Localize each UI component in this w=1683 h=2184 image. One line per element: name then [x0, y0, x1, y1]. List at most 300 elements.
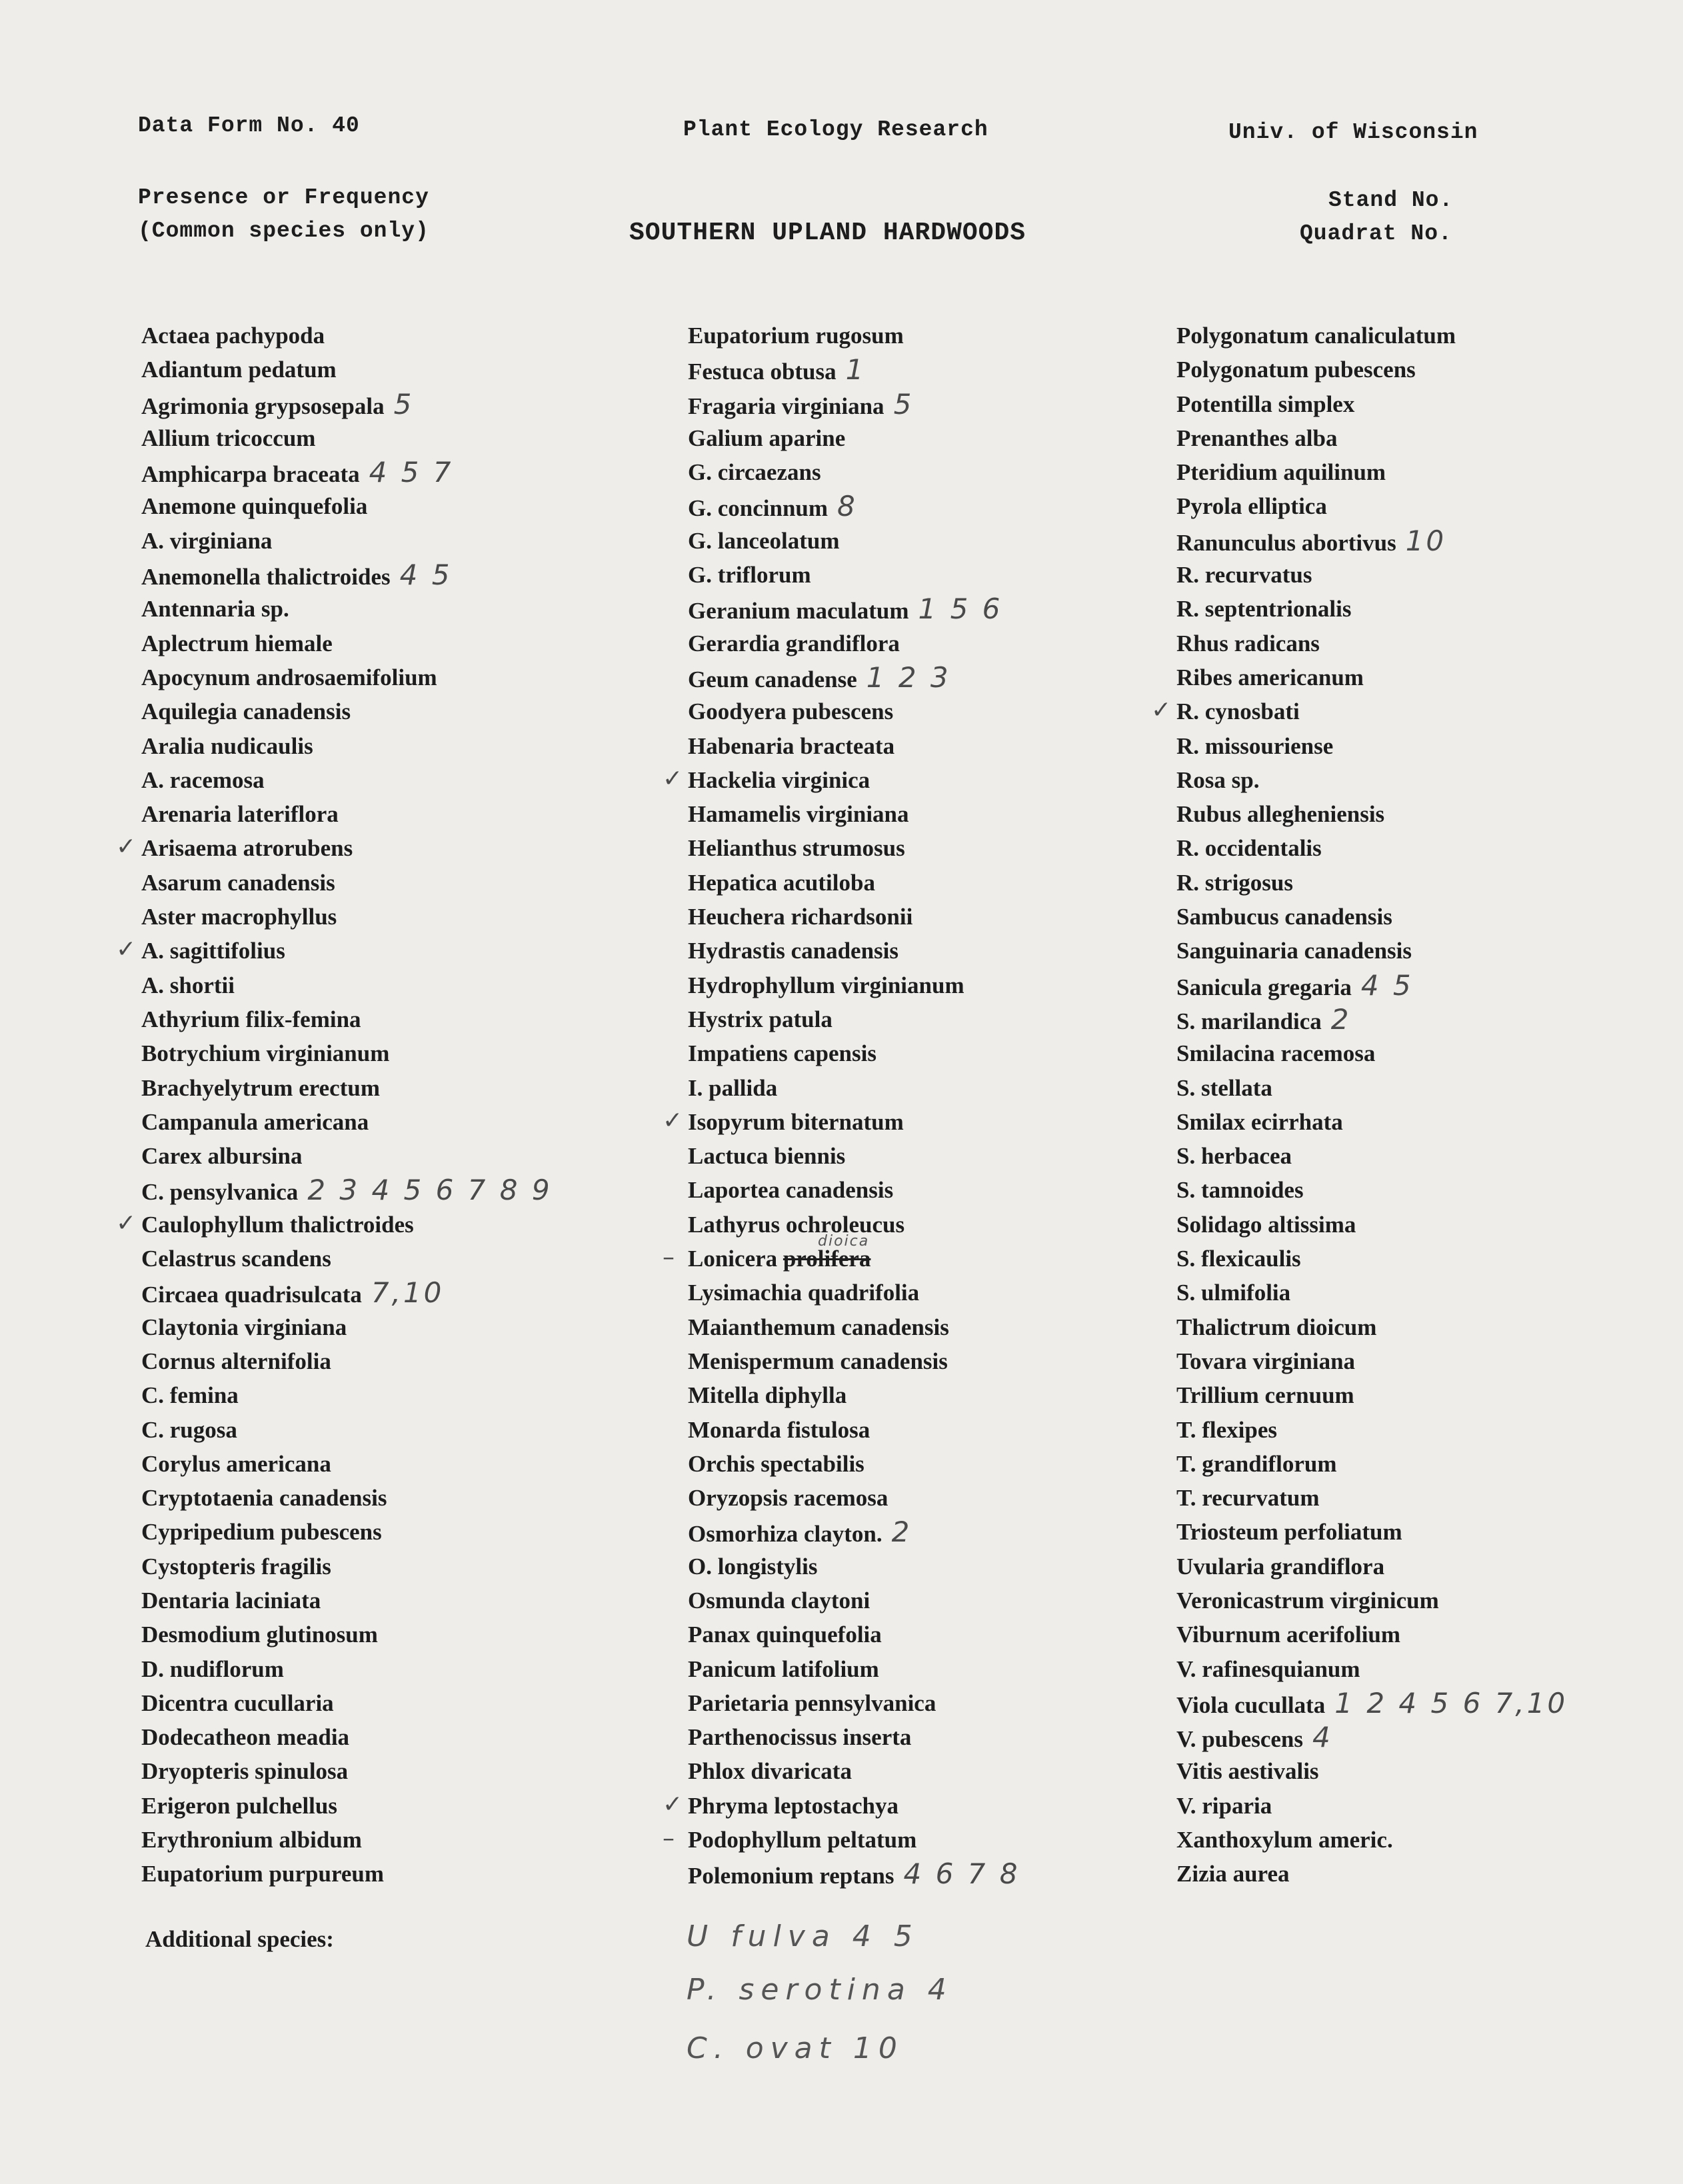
species-name: G. triflorum [688, 562, 811, 588]
check-mark: ✓ [116, 1209, 137, 1237]
species-name: Smilax ecirrhata [1176, 1108, 1343, 1135]
species-name: Desmodium glutinosum [141, 1622, 378, 1648]
species-item [688, 353, 1020, 387]
species-name: Podophyllum peltatum [688, 1827, 917, 1853]
species-name: T. flexipes [1176, 1416, 1278, 1443]
species-name: S. ulmifolia [1176, 1280, 1291, 1306]
species-name: I. pallida [688, 1074, 778, 1101]
species-item [1176, 1208, 1568, 1242]
species-item [141, 1515, 553, 1549]
species-name: Goodyera pubescens [688, 698, 894, 725]
handwritten-quadrats: 5 [393, 387, 415, 421]
species-name: Anemonella thalictroides [141, 564, 391, 590]
species-item [688, 797, 1020, 831]
species-name: Menispermum canadensis [688, 1348, 948, 1374]
species-item [1176, 1036, 1568, 1070]
species-item [1176, 524, 1568, 558]
species-item [1176, 1550, 1568, 1584]
species-item [141, 900, 553, 934]
species-name: R. missouriense [1176, 732, 1334, 759]
species-name: Campanula americana [141, 1108, 369, 1135]
species-name: Polygonatum canaliculatum [1176, 323, 1456, 349]
species-item [1176, 1002, 1568, 1036]
species-item [688, 934, 1020, 968]
species-name: Maianthemum canadensis [688, 1314, 949, 1340]
species-name: Dodecatheon meadia [141, 1724, 350, 1751]
species-item [1176, 1105, 1568, 1139]
species-name: T. recurvatum [1176, 1485, 1320, 1512]
species-name: Veronicastrum virginicum [1176, 1587, 1439, 1614]
species-item [1176, 831, 1568, 865]
species-item [141, 763, 553, 797]
species-item [688, 1857, 1020, 1891]
species-item [141, 1036, 553, 1070]
species-item [141, 1276, 553, 1310]
species-name: S. flexicaulis [1176, 1246, 1301, 1272]
handwritten-quadrats: 7,10 [371, 1276, 445, 1310]
species-item [141, 1550, 553, 1584]
species-name: S. tamnoides [1176, 1177, 1304, 1204]
species-name: Gerardia grandiflora [688, 630, 900, 656]
project-name: Plant Ecology Research [683, 117, 988, 142]
species-name: Amphicarpa braceata [141, 461, 360, 488]
species-item [141, 1652, 553, 1686]
species-item [141, 1344, 553, 1378]
species-item [1176, 1310, 1568, 1344]
species-item [688, 968, 1020, 1002]
species-name: Triosteum perfoliatum [1176, 1519, 1402, 1546]
species-item [688, 831, 1020, 865]
species-item [141, 387, 553, 421]
page-title: SOUTHERN UPLAND HARDWOODS [629, 219, 1026, 247]
species-name: S. marilandica [1176, 1008, 1322, 1034]
species-name: Lonicera [688, 1246, 778, 1272]
species-item [688, 1378, 1020, 1412]
species-name: Fragaria virginiana [688, 393, 884, 419]
species-name: Agrimonia grypsosepala [141, 393, 385, 419]
species-item [1176, 763, 1568, 797]
species-name: Dryopteris spinulosa [141, 1758, 349, 1785]
species-name: Habenaria bracteata [688, 732, 895, 759]
species-item [141, 524, 553, 558]
species-name: Caulophyllum thalictroides [141, 1211, 414, 1238]
species-name: Aplectrum hiemale [141, 630, 333, 656]
species-name: Solidago altissima [1176, 1211, 1356, 1238]
species-name: A. shortii [141, 972, 235, 998]
handwritten-additional-3: C. ovat 10 [687, 2031, 904, 2065]
species-name: Lathyrus ochroleucus [688, 1211, 905, 1238]
species-name: Geranium maculatum [688, 598, 909, 624]
species-item [1176, 866, 1568, 900]
species-item [1176, 1789, 1568, 1823]
species-item [1176, 455, 1568, 489]
handwritten-quadrats: 4 6 7 8 [903, 1857, 1020, 1891]
species-name: Rosa sp. [1176, 766, 1260, 793]
species-item [688, 729, 1020, 763]
species-item [141, 626, 553, 660]
species-item [1151, 694, 1568, 728]
species-item [1176, 1139, 1568, 1173]
species-name: Cryptotaenia canadensis [141, 1485, 387, 1512]
presence-line-1: Presence or Frequency [138, 185, 429, 210]
handwritten-quadrats: 2 [1330, 1002, 1352, 1036]
species-name: Rubus allegheniensis [1176, 801, 1385, 828]
struck-out-name: prolifera [783, 1246, 871, 1272]
species-item [688, 1686, 1020, 1720]
species-item [663, 1105, 1020, 1139]
species-name: Actaea pachypoda [141, 323, 325, 349]
species-item [141, 1173, 553, 1207]
species-item [688, 1515, 1020, 1549]
species-item [141, 1105, 553, 1139]
species-item [688, 421, 1020, 455]
species-item [1176, 1584, 1568, 1618]
species-name: Aquilegia canadensis [141, 698, 351, 725]
species-name: G. lanceolatum [688, 527, 840, 554]
species-name: Thalictrum dioicum [1176, 1314, 1377, 1340]
handwritten-additional-2: P. serotina 4 [687, 1973, 953, 2007]
species-item [688, 1276, 1020, 1310]
species-item [141, 1720, 553, 1754]
species-item [688, 1344, 1020, 1378]
handwritten-quadrats: 10 [1405, 524, 1447, 557]
species-name: Orchis spectabilis [688, 1450, 864, 1477]
species-name: Hamamelis virginiana [688, 801, 909, 828]
species-item [1176, 1686, 1568, 1720]
species-item [688, 660, 1020, 694]
species-name: Hydrastis canadensis [688, 938, 899, 964]
quadrat-number-label: Quadrat No. [1300, 221, 1452, 246]
species-item [688, 1173, 1020, 1207]
species-name: Hydrophyllum virginianum [688, 972, 964, 998]
species-name: Mitella diphylla [688, 1382, 847, 1409]
species-item [141, 1754, 553, 1788]
species-item [141, 421, 553, 455]
species-item [1176, 900, 1568, 934]
species-item [1176, 1515, 1568, 1549]
species-name: R. strigosus [1176, 869, 1294, 896]
species-name: Pteridium aquilinum [1176, 459, 1386, 486]
species-name: C. femina [141, 1382, 239, 1409]
species-name: Sambucus canadensis [1176, 904, 1392, 930]
species-item [1176, 1652, 1568, 1686]
species-name: Brachyelytrum erectum [141, 1074, 380, 1101]
species-name: Ribes americanum [1176, 664, 1364, 690]
species-item [688, 524, 1020, 558]
species-name: Oryzopsis racemosa [688, 1485, 888, 1512]
species-item [688, 1584, 1020, 1618]
species-item [1176, 1618, 1568, 1651]
species-item [688, 900, 1020, 934]
species-name: Xanthoxylum americ. [1176, 1827, 1393, 1853]
species-name: Ranunculus abortivus [1176, 529, 1396, 556]
species-item [688, 558, 1020, 592]
stand-number-label: Stand No. [1328, 188, 1454, 213]
check-mark: ✓ [663, 1106, 683, 1134]
species-item [1176, 1823, 1568, 1857]
species-name: Celastrus scandens [141, 1246, 331, 1272]
species-item [688, 1071, 1020, 1105]
species-item [141, 1686, 553, 1720]
species-name: D. nudiflorum [141, 1655, 284, 1682]
species-name: R. cynosbati [1176, 698, 1300, 725]
species-name: V. pubescens [1176, 1726, 1303, 1753]
species-item [1176, 421, 1568, 455]
species-name: Claytonia virginiana [141, 1314, 347, 1340]
species-name: Phlox divaricata [688, 1758, 852, 1785]
species-item [688, 455, 1020, 489]
species-item [141, 1002, 553, 1036]
species-item [1176, 968, 1568, 1002]
species-item [1176, 1276, 1568, 1310]
species-name: Viola cucullata [1176, 1691, 1326, 1718]
institution: Univ. of Wisconsin [1228, 120, 1478, 145]
species-name: Polemonium reptans [688, 1863, 894, 1889]
species-item [1176, 1413, 1568, 1447]
species-name: G. concinnum [688, 495, 829, 522]
species-item [688, 1550, 1020, 1584]
species-name: Rhus radicans [1176, 630, 1320, 656]
species-item [116, 1208, 553, 1242]
species-name: Arenaria lateriflora [141, 801, 339, 828]
species-name: Arisaema atrorubens [141, 835, 353, 862]
species-item [141, 1310, 553, 1344]
species-item [688, 1310, 1020, 1344]
handwritten-quadrats: 1 2 4 5 6 7,10 [1334, 1686, 1568, 1719]
species-name: Adiantum pedatum [141, 357, 337, 383]
additional-species-label: Additional species: [145, 1926, 334, 1952]
species-item [141, 1789, 553, 1823]
species-name: Helianthus strumosus [688, 835, 905, 862]
species-column-3 [1151, 319, 1568, 1891]
species-item [688, 1447, 1020, 1481]
species-item [688, 319, 1020, 353]
species-item [1176, 1378, 1568, 1412]
species-item [141, 1139, 553, 1173]
species-name: R. occidentalis [1176, 835, 1322, 862]
species-item [688, 866, 1020, 900]
species-item [688, 1413, 1020, 1447]
species-item [1176, 319, 1568, 353]
species-name: Lysimachia quadrifolia [688, 1280, 920, 1306]
species-item [1176, 353, 1568, 387]
species-item [141, 1618, 553, 1651]
species-item [1176, 626, 1568, 660]
species-item [141, 319, 553, 353]
species-name: Zizia aurea [1176, 1861, 1290, 1887]
check-mark: ✓ [116, 833, 137, 861]
species-item [688, 1002, 1020, 1036]
species-name: Potentilla simplex [1176, 391, 1355, 417]
species-name: Apocynum androsaemifolium [141, 664, 437, 690]
species-item [688, 1652, 1020, 1686]
check-mark: ✓ [1151, 696, 1172, 724]
species-item [663, 763, 1020, 797]
species-item [1176, 1481, 1568, 1515]
species-name: Smilacina racemosa [1176, 1040, 1376, 1067]
species-item [141, 489, 553, 523]
species-name: Isopyrum biternatum [688, 1108, 904, 1135]
species-column-1 [116, 319, 553, 1891]
species-name: Impatiens capensis [688, 1040, 876, 1067]
species-item [141, 968, 553, 1002]
species-name: Antennaria sp. [141, 596, 289, 622]
species-item [141, 866, 553, 900]
species-item [688, 1481, 1020, 1515]
species-name: Trillium cernuum [1176, 1382, 1354, 1409]
species-name: V. rafinesquianum [1176, 1655, 1360, 1682]
species-name: Dicentra cucullaria [141, 1689, 334, 1716]
species-item [1176, 1447, 1568, 1481]
species-name: Geum canadense [688, 666, 857, 692]
species-name: Prenanthes alba [1176, 425, 1338, 451]
species-item [141, 797, 553, 831]
species-item [1176, 1754, 1568, 1788]
species-name: Festuca obtusa [688, 359, 837, 385]
handwritten-quadrats: 4 5 [1360, 968, 1414, 1002]
species-name: Lactuca biennis [688, 1143, 846, 1170]
species-column-2 [663, 319, 1020, 1891]
species-name: Monarda fistulosa [688, 1416, 870, 1443]
species-item [688, 1618, 1020, 1651]
species-name: R. recurvatus [1176, 562, 1312, 588]
species-name: Sanicula gregaria [1176, 974, 1352, 1000]
species-item [688, 694, 1020, 728]
species-name: Dentaria laciniata [141, 1587, 321, 1614]
form-number: Data Form No. 40 [138, 113, 360, 138]
species-name: S. stellata [1176, 1074, 1272, 1101]
handwritten-quadrats: 4 5 7 [369, 456, 454, 489]
species-name: Cystopteris fragilis [141, 1553, 331, 1580]
species-name: Parthenocissus inserta [688, 1724, 912, 1751]
check-mark: – [663, 1825, 675, 1853]
handwritten-quadrats: 4 [1312, 1721, 1333, 1754]
species-name: Hepatica acutiloba [688, 869, 875, 896]
species-name: Polygonatum pubescens [1176, 357, 1416, 383]
species-item [1176, 1071, 1568, 1105]
handwritten-quadrats: 1 [845, 353, 866, 387]
species-name: Allium tricoccum [141, 425, 316, 451]
species-item [688, 1754, 1020, 1788]
species-name: Carex albursina [141, 1143, 303, 1170]
species-item [688, 1720, 1020, 1754]
handwritten-correction: dioica [818, 1233, 870, 1250]
species-name: Erythronium albidum [141, 1827, 362, 1853]
species-name: R. septentrionalis [1176, 596, 1352, 622]
species-item [688, 387, 1020, 421]
species-item [141, 1378, 553, 1412]
species-name: Sanguinaria canadensis [1176, 938, 1412, 964]
species-item [1176, 934, 1568, 968]
species-name: Eupatorium rugosum [688, 323, 904, 349]
species-item [141, 1823, 553, 1857]
species-item [663, 1789, 1020, 1823]
species-name: G. circaezans [688, 459, 821, 486]
check-mark: – [663, 1244, 675, 1272]
species-item [141, 1584, 553, 1618]
species-item [663, 1823, 1020, 1857]
species-name: Athyrium filix-femina [141, 1006, 361, 1032]
species-item [688, 1139, 1020, 1173]
species-item [141, 558, 553, 592]
species-item [141, 694, 553, 728]
species-item [688, 489, 1020, 523]
species-item [141, 660, 553, 694]
species-name: Corylus americana [141, 1450, 331, 1477]
species-item [141, 353, 553, 387]
species-item [1176, 1857, 1568, 1891]
species-name: Osmunda claytoni [688, 1587, 870, 1614]
presence-line-2: (Common species only) [138, 219, 429, 243]
species-item [116, 934, 553, 968]
species-name: A. virginiana [141, 527, 273, 554]
species-name: Heuchera richardsonii [688, 904, 913, 930]
species-name: C. pensylvanica [141, 1179, 299, 1206]
species-name: C. rugosa [141, 1416, 237, 1443]
handwritten-quadrats: 2 [891, 1516, 912, 1549]
species-name: Erigeron pulchellus [141, 1792, 337, 1819]
species-item [141, 1447, 553, 1481]
species-item [688, 626, 1020, 660]
species-item [141, 1242, 553, 1276]
species-item [1176, 797, 1568, 831]
species-name: Parietaria pennsylvanica [688, 1689, 936, 1716]
species-name: Botrychium virginianum [141, 1040, 390, 1067]
species-item [1176, 489, 1568, 523]
species-item [1176, 729, 1568, 763]
species-name: Aster macrophyllus [141, 904, 337, 930]
species-item [141, 1481, 553, 1515]
check-mark: ✓ [663, 1790, 683, 1818]
species-name: Hystrix patula [688, 1006, 833, 1032]
species-item [141, 1857, 553, 1891]
species-name: Phryma leptostachya [688, 1792, 898, 1819]
species-item [1176, 387, 1568, 421]
species-name: T. grandiflorum [1176, 1450, 1337, 1477]
species-name: Viburnum acerifolium [1176, 1622, 1401, 1648]
species-item [116, 831, 553, 865]
species-name: Panicum latifolium [688, 1655, 879, 1682]
species-item [688, 1036, 1020, 1070]
species-item [688, 592, 1020, 626]
species-item [1176, 1242, 1568, 1276]
species-item [141, 592, 553, 626]
species-name: O. longistylis [688, 1553, 818, 1580]
species-item [1176, 660, 1568, 694]
handwritten-quadrats: 8 [837, 490, 858, 523]
species-name: Asarum canadensis [141, 869, 335, 896]
species-name: Panax quinquefolia [688, 1622, 882, 1648]
species-name: Osmorhiza clayton. [688, 1521, 882, 1548]
handwritten-additional-1: U fulva 4 5 [687, 1919, 919, 1953]
species-name: Hackelia virginica [688, 766, 870, 793]
species-name: Cornus alternifolia [141, 1348, 331, 1374]
check-mark: ✓ [663, 764, 683, 792]
species-name: S. herbacea [1176, 1143, 1292, 1170]
species-item [1176, 1344, 1568, 1378]
species-name: V. riparia [1176, 1792, 1272, 1819]
species-name: Cypripedium pubescens [141, 1519, 382, 1546]
species-item [141, 1413, 553, 1447]
check-mark: ✓ [116, 936, 137, 964]
species-name: Anemone quinquefolia [141, 493, 368, 520]
species-name: Uvularia grandiflora [1176, 1553, 1385, 1580]
handwritten-quadrats: 4 5 [399, 558, 453, 592]
species-item [663, 1233, 1020, 1276]
species-item [1176, 592, 1568, 626]
species-name: Laportea canadensis [688, 1177, 894, 1204]
species-item [141, 1071, 553, 1105]
